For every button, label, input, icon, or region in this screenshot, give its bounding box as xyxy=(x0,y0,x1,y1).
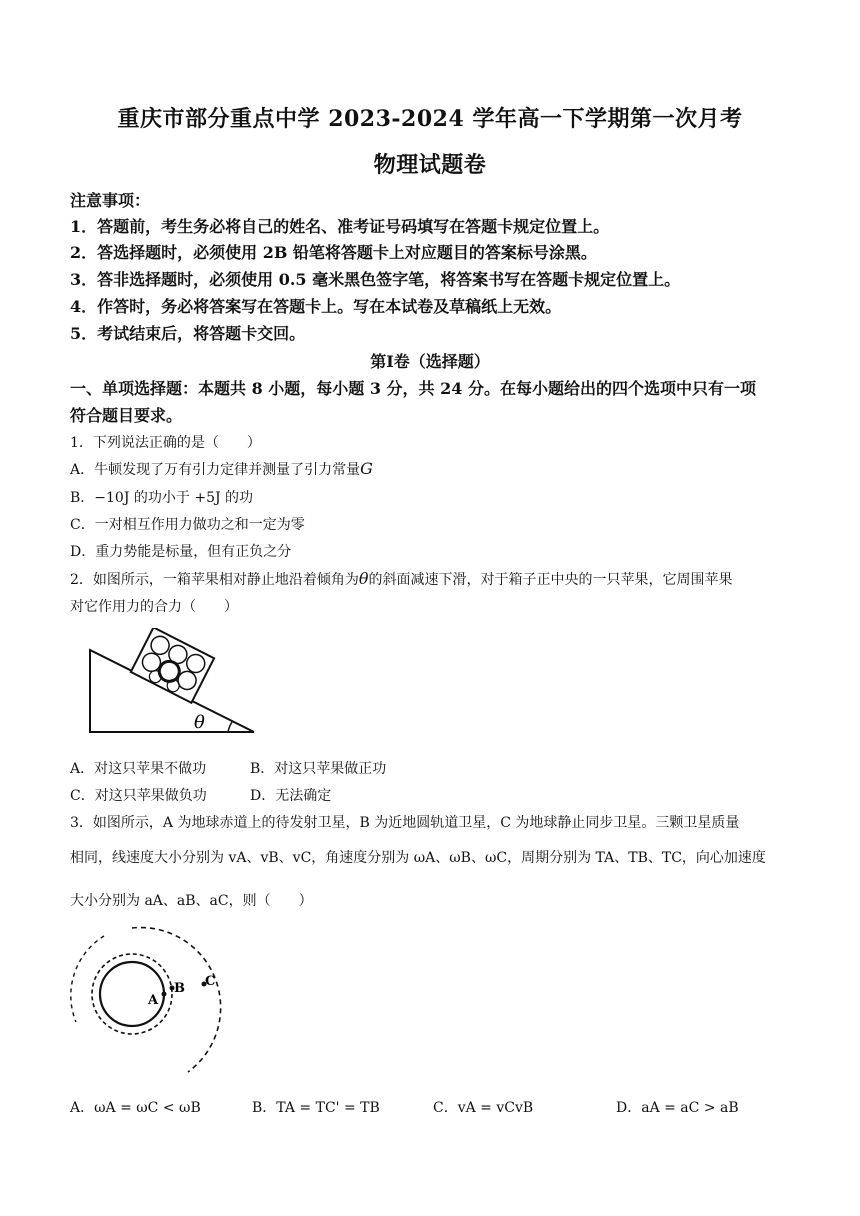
q3-label-a: A xyxy=(148,993,159,1008)
q3-stem-line-1: 3．如图所示，A 为地球赤道上的待发射卫星，B 为近地圆轨道卫星，C 为地球静止同步卫星。三颗卫星质量 xyxy=(70,815,740,831)
q2-option-a: A．对这只苹果不做功 xyxy=(70,761,207,777)
q1-option-b xyxy=(70,487,253,507)
q1-option-c: C．一对相互作用力做功之和一定为零 xyxy=(70,517,305,533)
q2-option-b: B．对这只苹果做正功 xyxy=(250,761,387,777)
section-instruction-1: 一、单项选择题：本题共 8 小题，每小题 3 分，共 24 分。在每小题给出的四个选项中只有一项 xyxy=(70,379,756,398)
section-instruction-2: 符合题目要求。 xyxy=(70,406,183,425)
q1-option-a xyxy=(70,459,373,479)
q3-option-d: D．aA = aC > aB xyxy=(616,1100,739,1116)
q2-option-d: D．无法确定 xyxy=(250,788,332,804)
q2-stem-part-b: 的斜面减速下滑，对于箱子正中央的一只苹果，它周围苹果 xyxy=(368,572,733,588)
q3-option-c: C．vA = vCvB xyxy=(433,1100,534,1116)
section-title: 第Ⅰ卷（选择题） xyxy=(370,352,490,371)
notice-heading: 注意事项： xyxy=(70,191,151,210)
notice-item-3: 3．答非选择题时，必须使用 0.5 毫米黑色签字笔，将答案书写在答题卡规定位置上。 xyxy=(70,270,681,289)
q3-orbit-c xyxy=(132,928,221,1072)
q3-orbit-figure xyxy=(70,922,230,1082)
q1-option-b-text: −10J 的功小于 +5J 的功 xyxy=(94,490,254,506)
q1-option-a-symbol: G xyxy=(360,459,373,478)
q3-option-a: A．ωA = ωC < ωB xyxy=(70,1100,201,1116)
q2-apple-box xyxy=(131,628,214,703)
notice-item-1: 1．答题前，考生务必将自己的姓名、准考证号码填写在答题卡规定位置上。 xyxy=(70,217,610,236)
q1-stem: 1．下列说法正确的是（ ） xyxy=(70,435,261,451)
q3-stem-line-2: 相同，线速度大小分别为 vA、vB、vC，角速度分别为 ωA、ωB、ωC，周期分别为 TA、TB、TC，向心加速度 xyxy=(70,850,766,866)
exam-subtitle: 物理试题卷 xyxy=(373,152,487,178)
q1-option-d: D．重力势能是标量，但有正负之分 xyxy=(70,544,292,560)
q1-option-b-prefix: B． xyxy=(70,490,95,506)
exam-title: 重庆市部分重点中学 2023-2024 学年高一下学期第一次月考 xyxy=(117,106,743,132)
notice-item-4: 4．作答时，务必将答案写在答题卡上。写在本试卷及草稿纸上无效。 xyxy=(70,297,562,316)
q2-stem-part-a: 2．如图所示，一箱苹果相对静止地沿着倾角为 xyxy=(70,572,359,588)
q3-satellite-a xyxy=(162,992,167,997)
q3-label-c: C xyxy=(205,974,216,989)
q3-stem-line-3: 大小分别为 aA、aB、aC，则（ ） xyxy=(70,893,313,909)
q2-stem-line-1 xyxy=(70,569,733,589)
q2-figure-theta-label: θ xyxy=(194,712,205,733)
q2-option-c: C．对这只苹果做负功 xyxy=(70,788,207,804)
notice-item-2: 2．答选择题时，必须使用 2B 铅笔将答题卡上对应题目的答案标号涂黑。 xyxy=(70,243,597,262)
q2-incline-figure xyxy=(82,628,262,738)
q2-stem-theta: θ xyxy=(358,569,369,588)
notice-item-5: 5．考试结束后，将答题卡交回。 xyxy=(70,324,306,343)
q3-label-b: B xyxy=(174,981,185,996)
q1-option-a-text: A．牛顿发现了万有引力定律并测量了引力常量 xyxy=(70,462,361,478)
q3-option-b: B．TA = TC' = TB xyxy=(252,1100,380,1116)
q2-stem-line-2: 对它作用力的合力（ ） xyxy=(70,599,238,615)
q3-orbit-b xyxy=(92,954,172,1034)
